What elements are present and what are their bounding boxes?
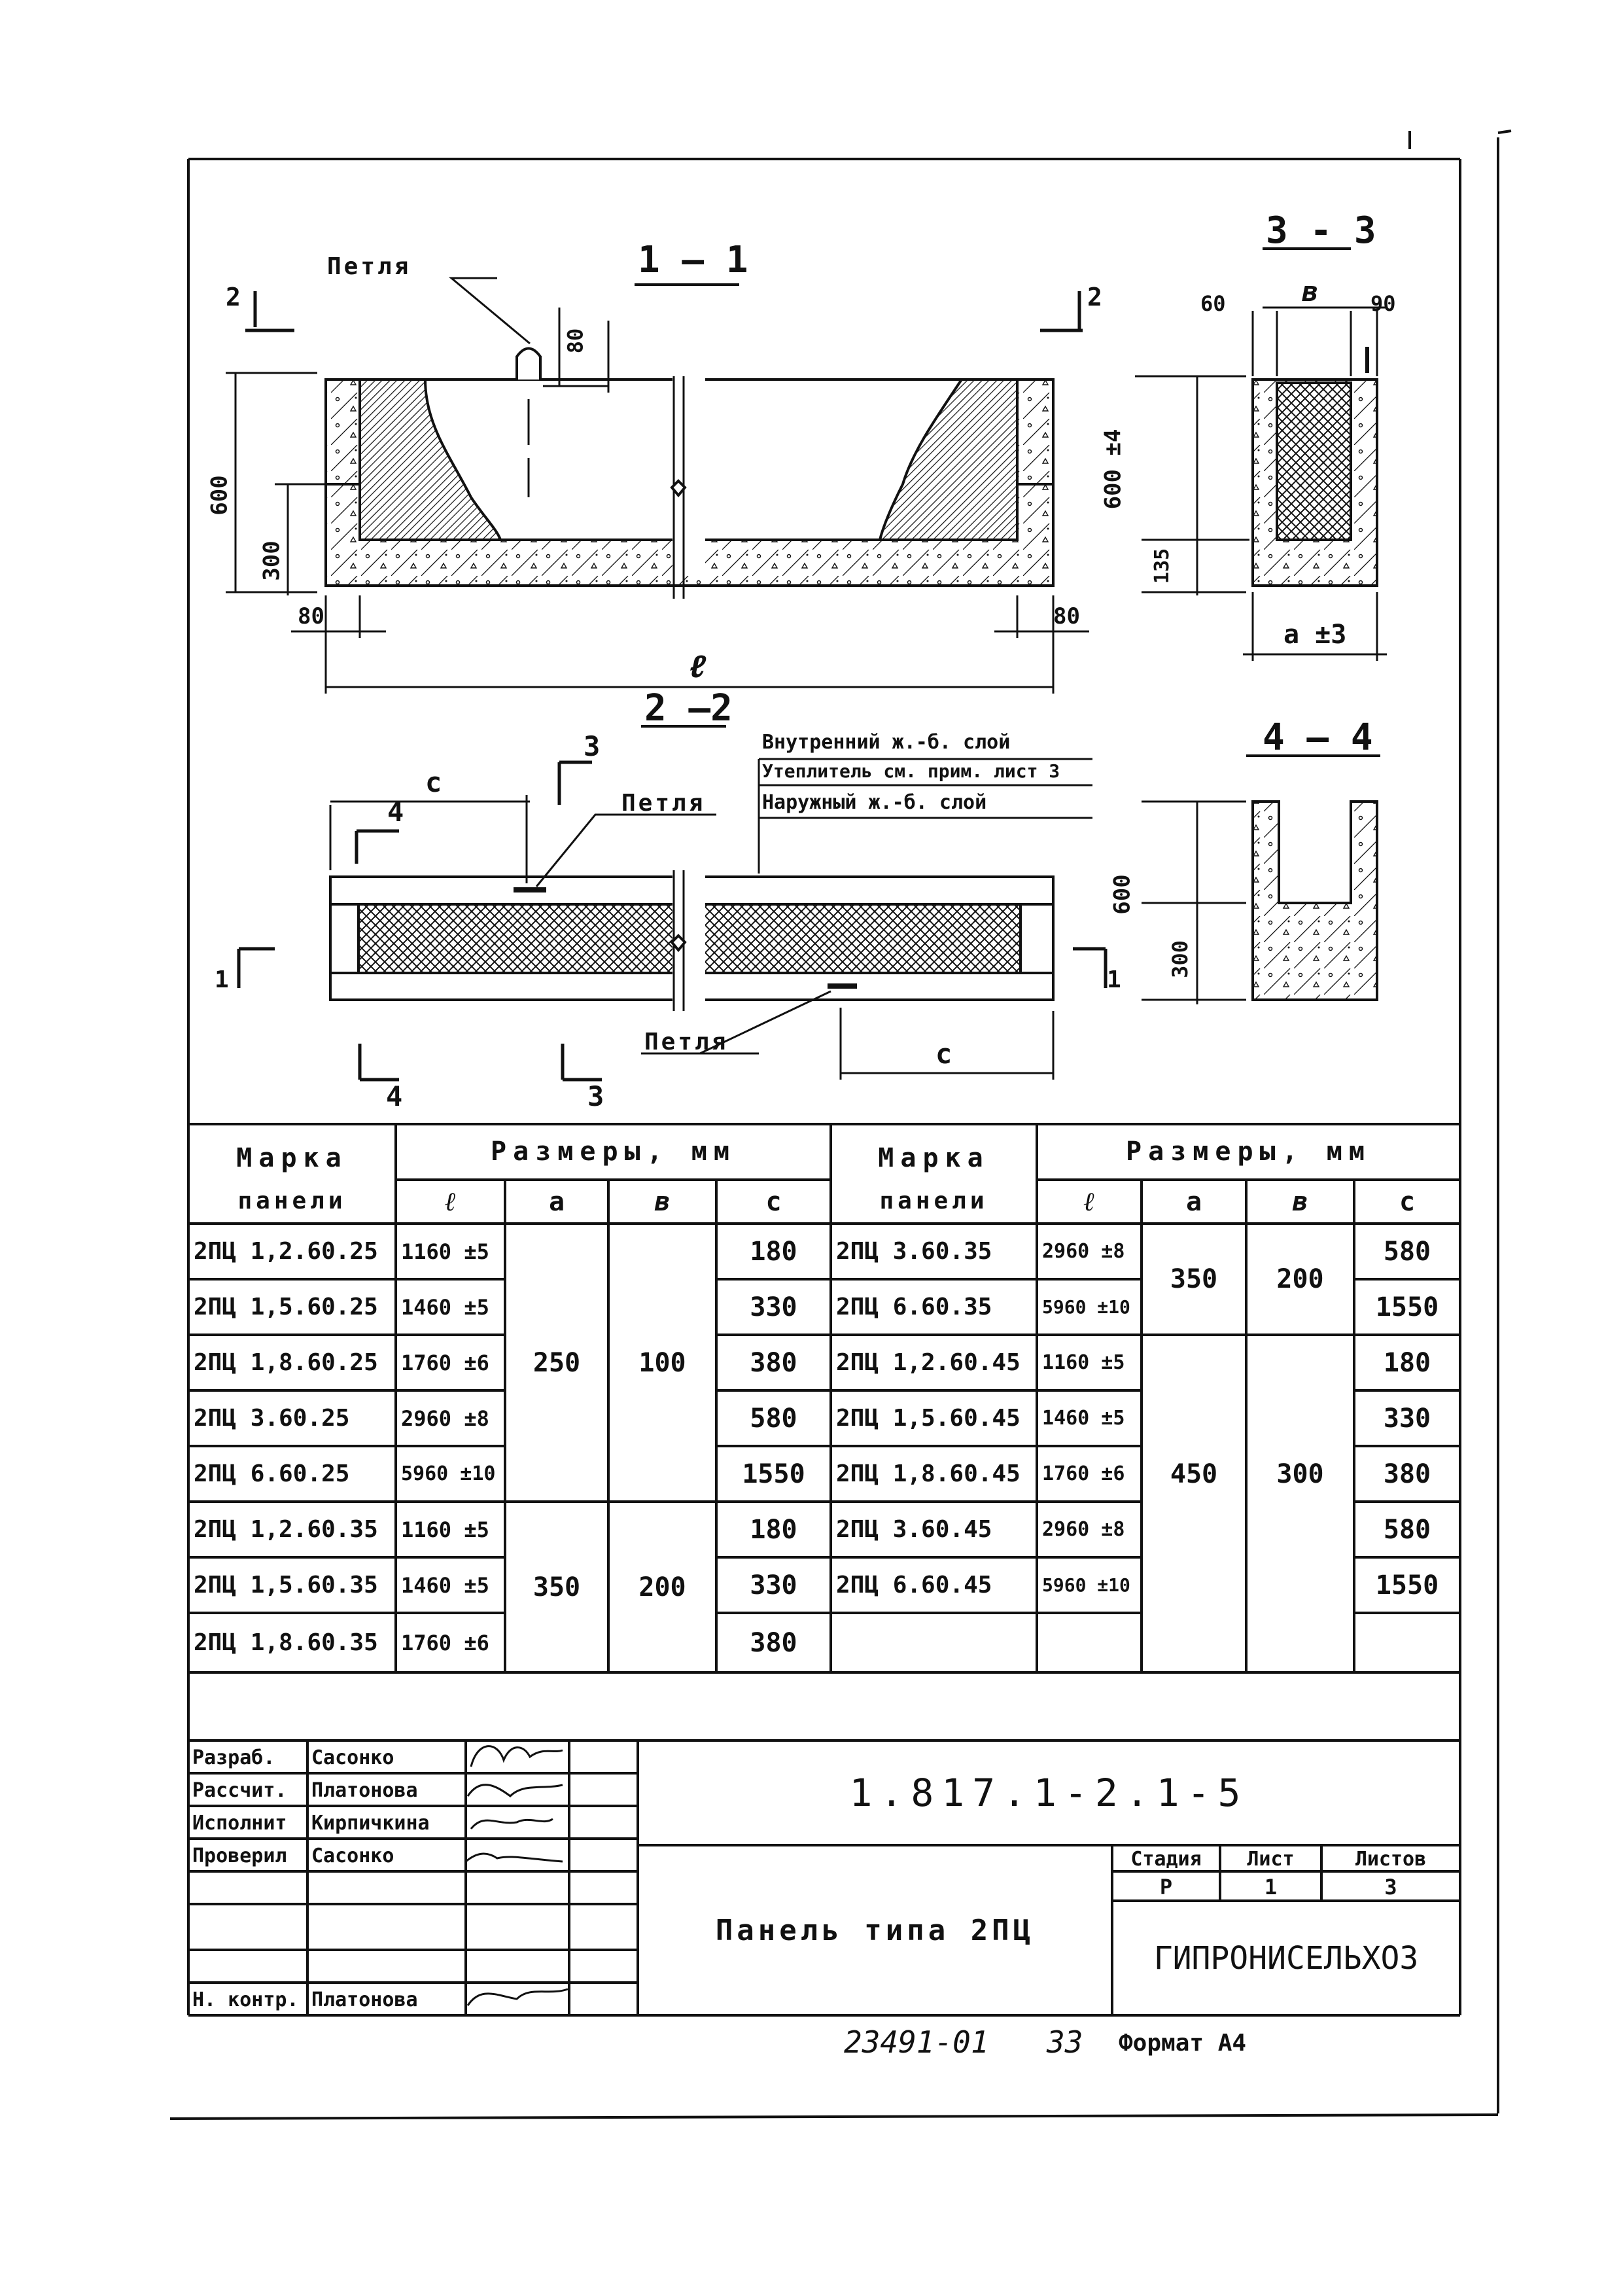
col-l-right: ℓ: [1083, 1187, 1095, 1217]
left-mark-3: 2ПЦ 1,8.60.25: [194, 1349, 378, 1376]
col-l-left: ℓ: [444, 1187, 457, 1217]
left-mark-1: 2ПЦ 1,2.60.25: [194, 1238, 378, 1265]
dim-c-top: c: [425, 766, 442, 798]
right-l-4: 1460 ±5: [1042, 1407, 1125, 1430]
right-mark-5: 2ПЦ 1,8.60.45: [836, 1460, 1021, 1487]
drawing-title: Панель типа 2ПЦ: [715, 1913, 1035, 1947]
stage-value: Р: [1159, 1874, 1173, 1899]
dim-600-44: 600: [1109, 874, 1136, 915]
col-a-right: a: [1185, 1186, 1202, 1217]
left-mark-2: 2ПЦ 1,5.60.25: [194, 1294, 378, 1320]
left-group-2-b: 200: [638, 1572, 686, 1602]
left-c-5: 1550: [742, 1458, 805, 1489]
role-2: Рассчит.: [192, 1778, 287, 1802]
dim-600: 600: [206, 475, 233, 516]
left-mark-5: 2ПЦ 6.60.25: [194, 1460, 350, 1487]
name-3: Кирпичкина: [311, 1811, 430, 1835]
left-c-2: 330: [750, 1292, 797, 1322]
section-1-1-title: 1 — 1: [638, 239, 748, 281]
name-7: Платонова: [311, 1988, 418, 2011]
right-l-6: 2960 ±8: [1042, 1518, 1125, 1541]
role-3: Исполнит: [192, 1811, 287, 1835]
loop-label-top: Петля: [327, 253, 411, 280]
loop-label-plan: Петля: [621, 790, 706, 817]
right-group-2-b: 300: [1276, 1458, 1324, 1489]
left-mark-6: 2ПЦ 1,2.60.35: [194, 1516, 378, 1543]
left-c-1: 180: [750, 1236, 797, 1267]
role-1: Разраб.: [192, 1746, 275, 1769]
left-c-3: 380: [750, 1347, 797, 1378]
right-c-6: 580: [1383, 1514, 1431, 1545]
page-number: 33: [1047, 2024, 1083, 2060]
dim-300: 300: [258, 540, 285, 581]
right-mark-1: 2ПЦ 3.60.35: [836, 1238, 992, 1265]
dim-60: 60: [1200, 291, 1226, 316]
right-c-5: 380: [1383, 1458, 1431, 1489]
right-c-3: 180: [1383, 1347, 1431, 1378]
sizes-header-left: Размеры, мм: [491, 1137, 736, 1167]
left-c-7: 330: [750, 1570, 797, 1600]
left-l-1: 1160 ±5: [401, 1239, 489, 1264]
right-c-4: 330: [1383, 1403, 1431, 1434]
left-l-5: 5960 ±10: [401, 1462, 496, 1485]
right-c-1: 580: [1383, 1236, 1431, 1267]
dim-600-tol: 600 ±4: [1100, 429, 1126, 510]
sheets-label: Листов: [1355, 1847, 1427, 1871]
right-mark-7: 2ПЦ 6.60.45: [836, 1572, 992, 1598]
dim-80-left: 80: [298, 603, 324, 629]
right-group-2-a: 450: [1170, 1458, 1218, 1489]
left-c-8: 380: [750, 1627, 797, 1658]
mark-header-left-2: панели: [237, 1187, 347, 1214]
dim-300-44: 300: [1167, 940, 1193, 978]
cut-mark-3-top: 3: [584, 730, 601, 762]
dim-c-bottom: c: [935, 1038, 952, 1070]
col-a-left: a: [548, 1186, 565, 1217]
section-3-3-title: 3 - 3: [1266, 209, 1376, 252]
left-c-6: 180: [750, 1514, 797, 1545]
col-c-left: c: [765, 1186, 782, 1217]
stage-label: Стадия: [1130, 1847, 1202, 1871]
cut-mark-1-right: 1: [1107, 966, 1121, 993]
insulation-label: Утеплитель см. прим. лист 3: [762, 760, 1060, 782]
col-b-right: в: [1292, 1186, 1308, 1217]
dim-80-top: 80: [563, 328, 588, 354]
right-mark-6: 2ПЦ 3.60.45: [836, 1516, 992, 1543]
name-1: Сасонко: [311, 1746, 394, 1769]
right-c-2: 1550: [1375, 1292, 1439, 1322]
left-l-2: 1460 ±5: [401, 1294, 489, 1320]
left-group-2-a: 350: [532, 1572, 581, 1602]
left-mark-7: 2ПЦ 1,5.60.35: [194, 1572, 378, 1598]
dim-80-right: 80: [1053, 603, 1080, 629]
sizes-header-right: Размеры, мм: [1126, 1137, 1371, 1167]
cut-mark-3-bottom: 3: [587, 1080, 604, 1112]
dim-length: ℓ: [688, 648, 707, 685]
left-l-7: 1460 ±5: [401, 1572, 489, 1598]
section-2-2-title: 2 —2: [644, 687, 733, 730]
mark-header-right-2: панели: [879, 1187, 988, 1214]
cut-mark-2-right: 2: [1087, 283, 1102, 311]
role-7: Н. контр.: [192, 1988, 299, 2011]
doc-code: 1.817.1-2.1-5: [849, 1771, 1249, 1815]
dim-90: 90: [1370, 291, 1396, 316]
section-4-4-title: 4 – 4: [1263, 716, 1373, 759]
mark-header-left-1: Марка: [236, 1143, 348, 1173]
format-label: Формат А4: [1119, 2030, 1247, 2057]
right-c-7: 1550: [1375, 1570, 1439, 1600]
left-group-1-a: 250: [532, 1347, 581, 1378]
section-3-3: [1135, 249, 1387, 661]
col-b-left: в: [654, 1186, 671, 1217]
cut-mark-4-bottom: 4: [386, 1080, 403, 1112]
mark-header-right-1: Марка: [878, 1143, 990, 1173]
left-mark-8: 2ПЦ 1,8.60.35: [194, 1629, 378, 1656]
sheet-label: Лист: [1247, 1847, 1295, 1871]
right-mark-4: 2ПЦ 1,5.60.45: [836, 1405, 1021, 1432]
right-group-1-a: 350: [1170, 1264, 1218, 1294]
left-l-8: 1760 ±6: [401, 1630, 489, 1655]
outer-layer-label: Наружный ж.-б. слой: [762, 791, 987, 814]
right-l-7: 5960 ±10: [1042, 1574, 1130, 1596]
name-2: Платонова: [311, 1778, 418, 1802]
right-mark-3: 2ПЦ 1,2.60.45: [836, 1349, 1021, 1376]
signatures: [466, 1746, 568, 2005]
left-c-4: 580: [750, 1403, 797, 1434]
left-mark-4: 2ПЦ 3.60.25: [194, 1405, 350, 1432]
cut-mark-1-left: 1: [215, 966, 229, 993]
sheets-value: 3: [1384, 1874, 1397, 1899]
inventory-number: 23491-01: [844, 2024, 989, 2060]
cut-mark-4-top: 4: [387, 796, 404, 828]
cut-mark-2-left: 2: [226, 283, 241, 311]
role-4: Проверил: [192, 1844, 287, 1867]
dim-b: в: [1302, 275, 1319, 308]
loop-label-bottom: Петля: [644, 1029, 729, 1055]
right-l-5: 1760 ±6: [1042, 1462, 1125, 1485]
right-group-1-b: 200: [1276, 1264, 1324, 1294]
right-mark-2: 2ПЦ 6.60.35: [836, 1294, 992, 1320]
col-c-right: c: [1399, 1186, 1416, 1217]
dim-135: 135: [1151, 548, 1174, 584]
left-group-1-b: 100: [638, 1347, 686, 1378]
left-l-6: 1160 ±5: [401, 1517, 489, 1542]
sheet-value: 1: [1264, 1874, 1278, 1899]
left-l-3: 1760 ±6: [401, 1350, 489, 1375]
inner-layer-label: Внутренний ж.-б. слой: [762, 731, 1011, 754]
section-1-1: [226, 278, 1089, 694]
name-4: Сасонко: [311, 1844, 394, 1867]
right-l-2: 5960 ±10: [1042, 1296, 1130, 1318]
right-l-3: 1160 ±5: [1042, 1351, 1125, 1374]
organization: ГИПРОНИСЕЛЬХОЗ: [1153, 1939, 1419, 1977]
right-l-1: 2960 ±8: [1042, 1240, 1125, 1263]
dim-a-tol: a ±3: [1283, 620, 1347, 650]
left-l-4: 2960 ±8: [401, 1405, 489, 1431]
